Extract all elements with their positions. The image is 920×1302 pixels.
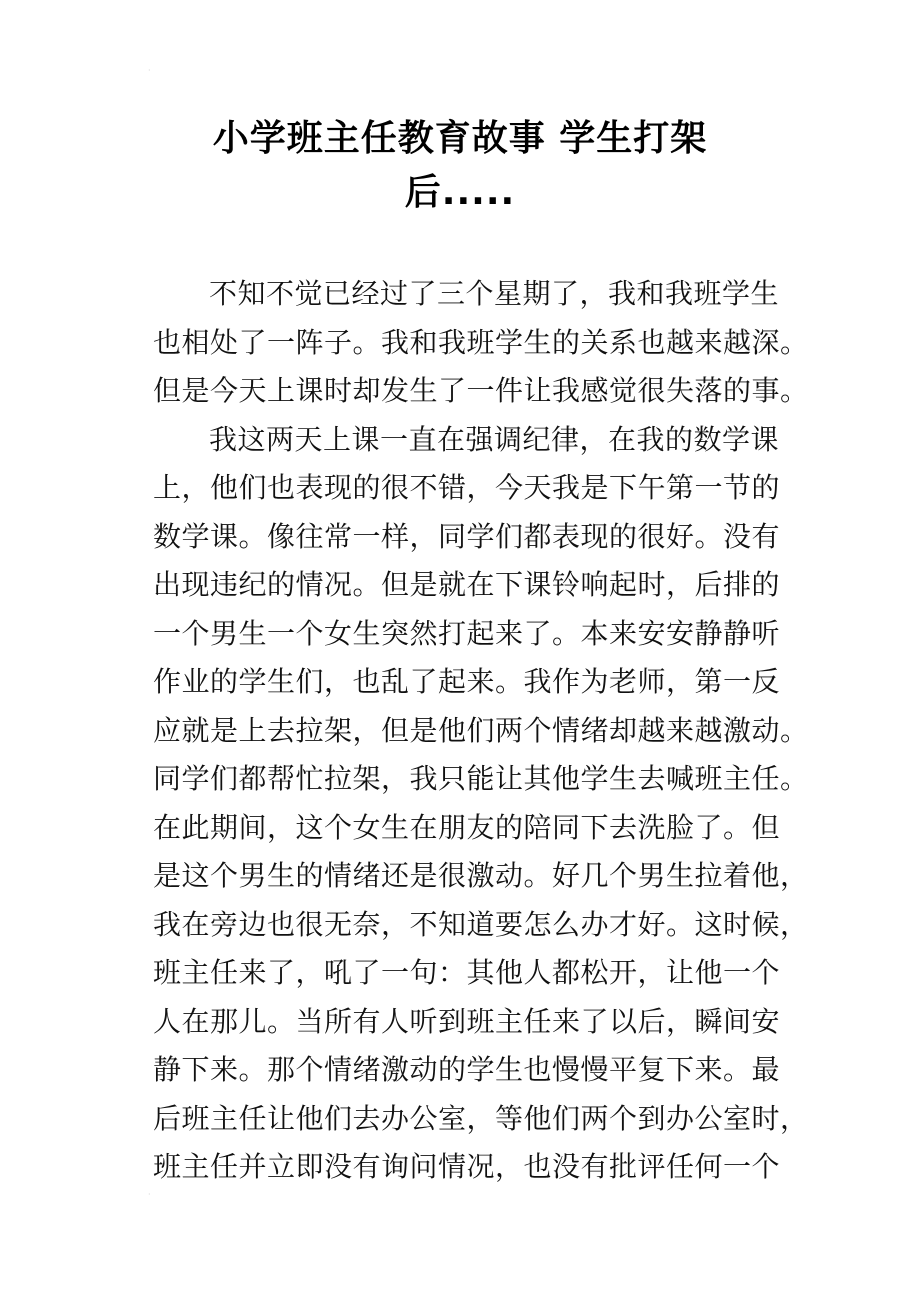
document-title (150, 112, 770, 220)
text-line: 上，他们也表现的很不错，今天我是下午第一节的 (153, 471, 781, 504)
text-line: 同学们都帮忙拉架，我只能让其他学生去喊班主任。 (153, 762, 809, 795)
text-line: 班主任并立即没有询问情况，也没有批评任何一个 (153, 1150, 781, 1183)
text-line: 班主任来了，吼了一句：其他人都松开，让他一个 (153, 956, 781, 989)
text-line: 静下来。那个情绪激动的学生也慢慢平复下来。最 (153, 1053, 781, 1086)
scan-mark-bottom: · (148, 1190, 151, 1199)
text-line: 作业的学生们，也乱了起来。我作为老师，第一反 (153, 665, 781, 698)
text-line: 应就是上去拉架，但是他们两个情绪却越来越激动。 (153, 713, 809, 747)
text-line: 出现违纪的情况。但是就在下课铃响起时，后排的 (153, 568, 781, 601)
text-line: 但是今天上课时却发生了一件让我感觉很失落的事。 (153, 374, 809, 407)
text-line: 一个男生一个女生突然打起来了。本来安安静静听 (153, 616, 781, 650)
text-line: 数学课。像往常一样，同学们都表现的很好。没有 (153, 519, 781, 553)
text-line: 在此期间，这个女生在朋友的陪同下去洗脸了。但 (153, 810, 781, 844)
document-body (153, 270, 809, 1192)
paragraph-2 (153, 416, 809, 1192)
text-line: 不知不觉已经过了三个星期了，我和我班学生 (209, 277, 780, 310)
scan-mark-top: · (148, 66, 151, 75)
title-line-2: 后..... (404, 172, 516, 213)
text-line: 也相处了一阵子。我和我班学生的关系也越来越深。 (153, 325, 809, 359)
paragraph-1 (153, 270, 809, 416)
text-line: 后班主任让他们去办公室，等他们两个到办公室时， (153, 1101, 809, 1135)
text-line: 我这两天上课一直在强调纪律，在我的数学课 (209, 422, 780, 456)
text-line: 是这个男生的情绪还是很激动。好几个男生拉着他， (153, 859, 809, 892)
text-line: 我在旁边也很无奈，不知道要怎么办才好。这时候， (153, 907, 809, 941)
text-line: 人在那儿。当所有人听到班主任来了以后，瞬间安 (153, 1004, 781, 1038)
title-line-1: 小学班主任教育故事 学生打架 (212, 118, 708, 159)
